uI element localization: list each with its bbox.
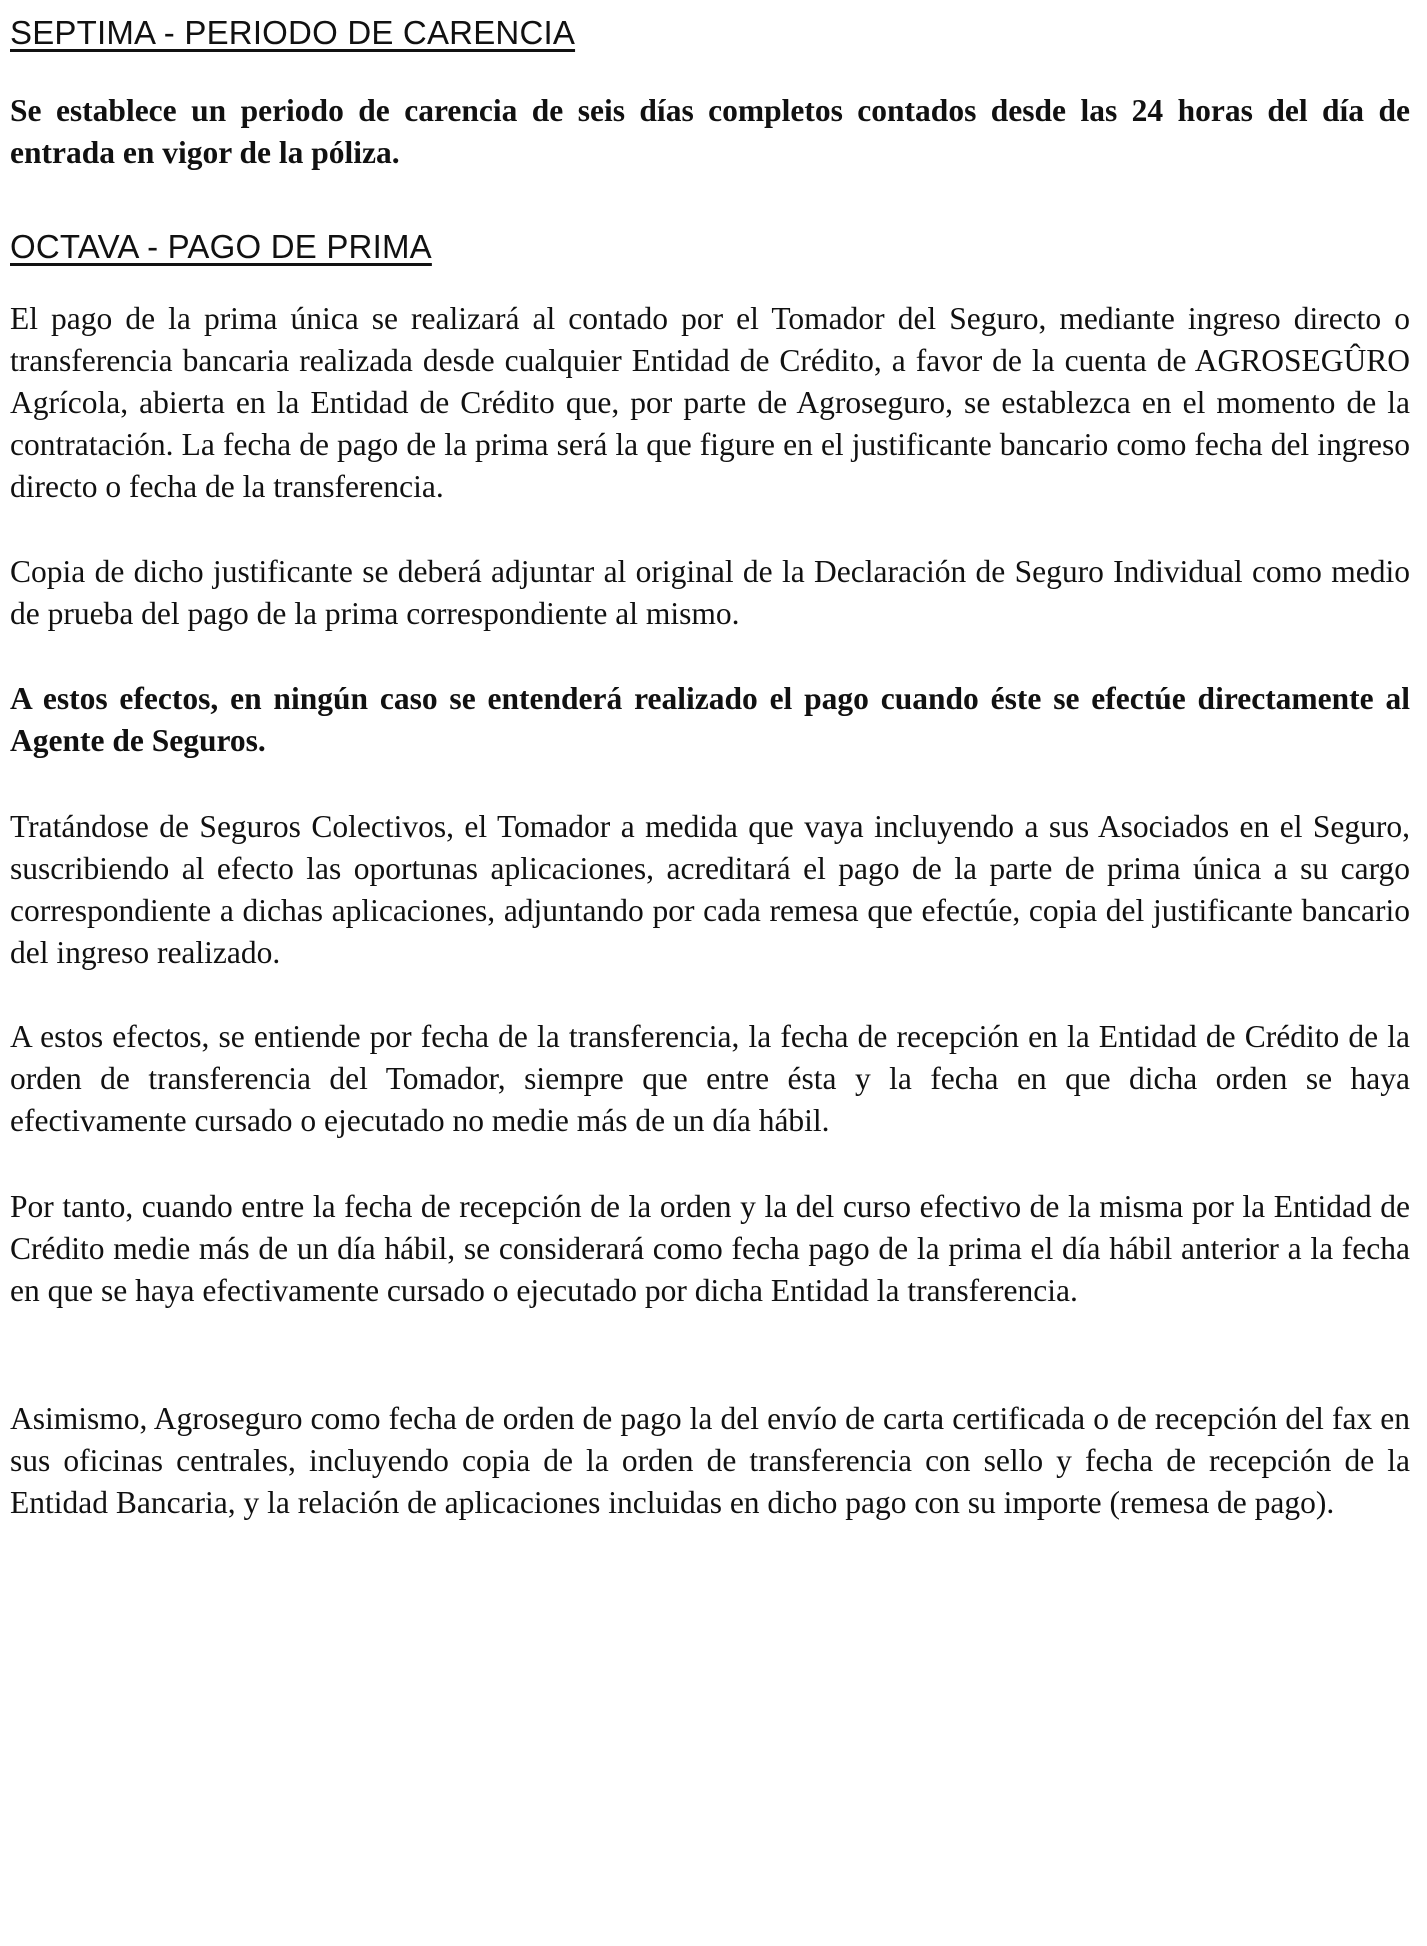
paragraph-pago-prima: El pago de la prima única se realizará al contado por el Tomador del Seguro, mediante ingreso directo o transferencia bancaria realizada desde cualquier Entidad de Crédito, a favor de la cuenta de AGROSEGÛRO Agrícola, abierta en la Entidad de Crédito que, por parte de Agroseguro, se establezca en el momento de la contratación. La fecha de pago de la prima será la que figure en el justificante bancario como fecha del ingreso directo o fecha de la transferencia. <box>10 301 1410 504</box>
paragraph-carencia: Se establece un periodo de carencia de seis días completos contados desde las 24 horas del día de entrada en vigor de la póliza. <box>10 93 1410 170</box>
paragraph-seguros-colectivos: Tratándose de Seguros Colectivos, el Tomador a medida que vaya incluyendo a sus Asociados en el Seguro, suscribiendo al efecto las oportunas aplicaciones, acreditará el pago de la parte de prima única a su cargo correspondiente a dichas aplicaciones, adjuntando por cada remesa que efectúe, copia del justificante bancario del ingreso realizado. <box>10 809 1410 970</box>
paragraph-fecha-transferencia: A estos efectos, se entiende por fecha de la transferencia, la fecha de recepción en la Entidad de Crédito de la orden de transferencia del Tomador, siempre que entre ésta y la fecha en que dicha orden se haya efectivamente cursado o ejecutado no medie más de un día hábil. <box>10 1019 1410 1138</box>
paragraph-asimismo: Asimismo, Agroseguro como fecha de orden de pago la del envío de carta certificada o de recepción del fax en sus oficinas centrales, incluyendo copia de la orden de transferencia con sello y fecha de recepción de la Entidad Bancaria, y la relación de aplicaciones incluidas en dicho pago con su importe (remesa de pago). <box>10 1401 1410 1520</box>
paragraph-agente-seguros: A estos efectos, en ningún caso se entenderá realizado el pago cuando éste se efectúe directamente al Agente de Seguros. <box>10 681 1410 758</box>
section-heading-septima: SEPTIMA - PERIODO DE CARENCIA <box>10 14 576 51</box>
paragraph-copia-justificante: Copia de dicho justificante se deberá adjuntar al original de la Declaración de Seguro Individual como medio de prueba del pago de la prima correspondiente al mismo. <box>10 554 1410 631</box>
paragraph-por-tanto: Por tanto, cuando entre la fecha de recepción de la orden y la del curso efectivo de la misma por la Entidad de Crédito medie más de un día hábil, se considerará como fecha pago de la prima el día hábil anterior a la fecha en que se haya efectivamente cursado o ejecutado por dicha Entidad la transferencia. <box>10 1189 1410 1308</box>
section-heading-octava: OCTAVA - PAGO DE PRIMA <box>10 228 432 265</box>
